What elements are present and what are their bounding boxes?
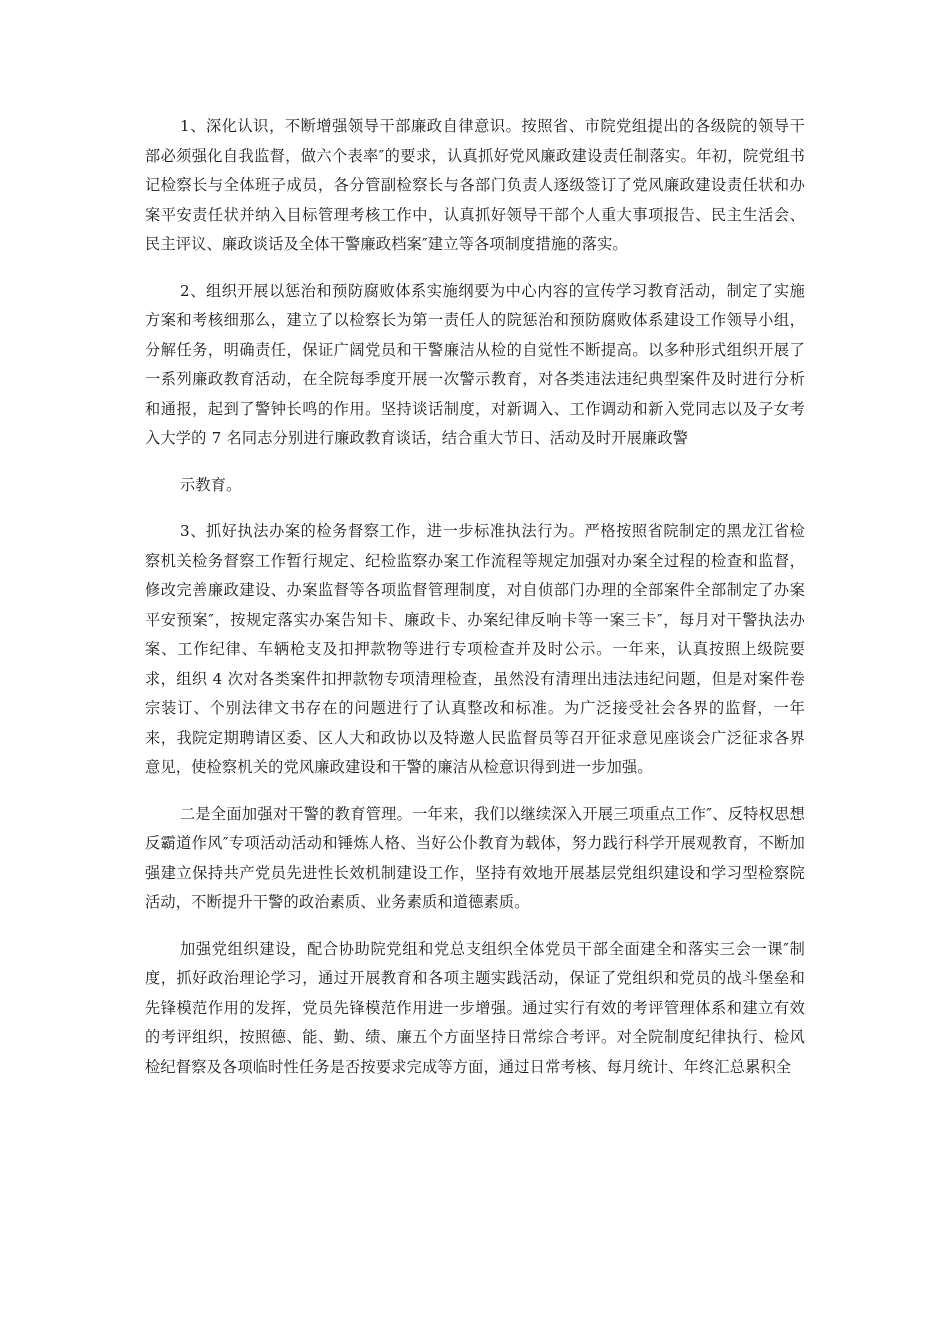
document-body: [145, 112, 805, 1099]
paragraph-4: 二是全面加强对干警的教育管理。一年来，我们以继续深入开展三项重点工作″、反特权思想反霸道作风″专项活动活动和锤炼人格、当好公仆教育为载体，努力践行科学开展观教育，不断加强建立保持共产党员先进性长效机制建设工作，坚持有效地开展基层党组织建设和学习型检察院活动，不断提升干警的政治素质、业务素质和道德素质。: [145, 804, 805, 911]
paragraph-5: 加强党组织建设，配合协助院党组和党总支组织全体党员干部全面建全和落实三会一课″制度，抓好政治理论学习，通过开展教育和各项主题实践活动，保证了党组织和党员的战斗堡垒和先锋模范作用的发挥，党员先锋模范作用进一步增强。通过实行有效的考评管理体系和建立有效的考评组织，按照德、能、勤、绩、廉五个方面坚持日常综合考评。对全院制度纪律执行、检风检纪督察及各项临时性任务是否按要求完成等方面，通过日常考核、每月统计、年终汇总累积全: [145, 939, 805, 1076]
paragraph-2-continuation: 示教育。: [179, 475, 242, 494]
paragraph-2: 2、组织开展以惩治和预防腐败体系实施纲要为中心内容的宣传学习教育活动，制定了实施方案和考核细那么，建立了以检察长为第一责任人的院惩治和预防腐败体系建设工作领导小组，分解任务，明确责任，保证广阔党员和干警廉洁从检的自觉性不断提高。以多种形式组织开展了一系列廉政教育活动，在全院每季度开展一次警示教育，对各类违法违纪典型案件及时进行分析和通报，起到了警钟长鸣的作用。坚持谈话制度，对新调入、工作调动和新入党同志以及子女考入大学的 7 名同志分别进行廉政教育谈话，结合重大节日、活动及时开展廉政警: [145, 281, 805, 447]
paragraph-1: 1、深化认识，不断增强领导干部廉政自律意识。按照省、市院党组提出的各级院的领导干部必须强化自我监督，做六个表率″的要求，认真抓好党风廉政建设责任制落实。年初，院党组书记检察长与全体班子成员，各分管副检察长与各部门负责人逐级签订了党风廉政建设责任状和办案平安责任状并纳入目标管理考核工作中，认真抓好领导干部个人重大事项报告、民主生活会、民主评议、廉政谈话及全体干警廉政档案″建立等各项制度措施的落实。: [145, 117, 805, 253]
paragraph-3: 3、抓好执法办案的检务督察工作，进一步标准执法行为。严格按照省院制定的黑龙江省检察机关检务督察工作暂行规定、纪检监察办案工作流程等规定加强对办案全过程的检查和监督，修改完善廉政建设、办案监督等各项监督管理制度，对自侦部门办理的全部案件全部制定了办案平安预案″，按规定落实办案告知卡、廉政卡、办案纪律反响卡等一案三卡″，每月对干警执法办案、工作纪律、车辆枪支及扣押款物等进行专项检查并及时公示。一年来，认真按照上级院要求，组织 4 次对各类案件扣押款物专项清理检查，虽然没有清理出违法违纪问题，但是对案件卷宗装订、个别法律文书存在的问题进行了认真整改和标准。为广泛接受社会各界的监督，一年来，我院定期聘请区委、区人大和政协以及特邀人民监督员等召开征求意见座谈会广泛征求各界意见，使检察机关的党风廉政建设和干警的廉洁从检意识得到进一步加强。: [145, 522, 805, 776]
